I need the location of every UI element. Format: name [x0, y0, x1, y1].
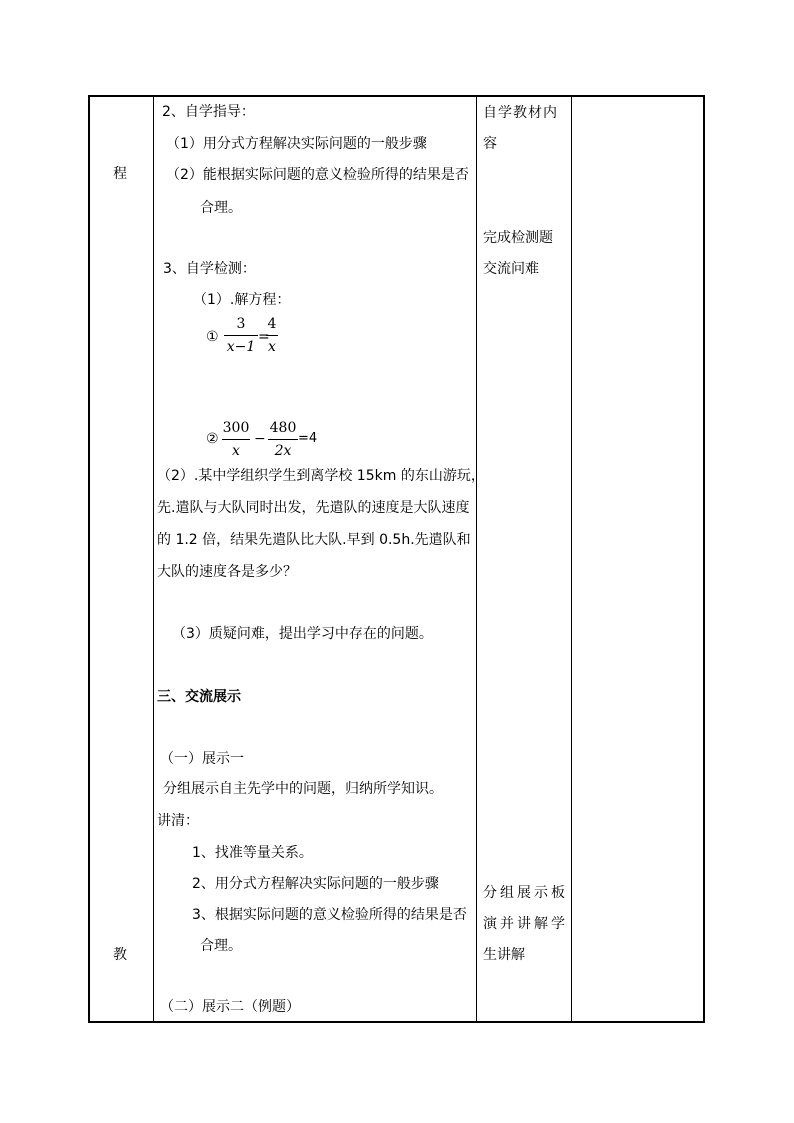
note-3-line-3: 生讲解 [483, 947, 525, 963]
equation-2-rhs: =4 [298, 431, 318, 446]
fraction-bar [222, 439, 250, 440]
note-2-line-2: 交流问难 [483, 261, 539, 277]
self-study-guide-heading: 2、自学指导： [162, 104, 255, 120]
column-divider-2 [476, 97, 477, 1021]
equation-2-denominator-right: 2x [274, 443, 292, 459]
guide-item-1: （1）用分式方程解决实际问题的一般步骤 [166, 136, 427, 152]
equation-1-fraction-right [266, 316, 278, 356]
equation-2-fraction-right [268, 420, 298, 460]
guide-item-2: （2）能根据实际问题的意义检验所得的结果是否 [166, 167, 469, 183]
note-1-line-1: 自学教材内 [483, 105, 558, 121]
word-problem-line-3: 的 1.2 倍，结果先遣队比大队.早到 0.5h.先遣队和 [157, 532, 471, 548]
word-problem-line-2: 先.遣队与大队同时出发，先遣队的速度是大队速度 [157, 500, 470, 516]
clarify-item-3-cont: 合理。 [200, 938, 242, 954]
showcase-two-heading: （二）展示二（例题） [160, 999, 300, 1015]
equation-1-numerator-left: 3 [236, 316, 246, 332]
minus-sign: − [254, 431, 266, 447]
word-problem-line-1: （2）.某中学组织学生到离学校 15km 的东山游玩， [157, 468, 485, 484]
showcase-one-heading: （一）展示一 [160, 751, 244, 767]
guide-item-2-cont: 合理。 [200, 200, 242, 216]
self-test-heading: 3、自学检测： [163, 261, 256, 277]
left-column-char-bottom: 教 [113, 947, 127, 963]
equation-2-numerator-right: 480 [269, 420, 297, 436]
clarify-item-3: 3、根据实际问题的意义检验所得的结果是否 [192, 907, 467, 923]
fraction-bar [266, 335, 278, 336]
equation-1-fraction-left [224, 316, 258, 356]
note-3-line-2: 演并讲解学 [483, 916, 568, 932]
equation-1-marker: ① [206, 329, 219, 345]
section-three-heading: 三、交流展示 [157, 689, 241, 705]
equation-2-denominator-left: x [232, 443, 240, 459]
fraction-bar [224, 335, 258, 336]
word-problem-line-4: 大队的速度各是多少？ [157, 564, 297, 580]
solve-equations-label: （1）.解方程： [193, 292, 291, 308]
clarify-label: 讲清： [157, 813, 199, 829]
column-divider-1 [153, 97, 154, 1021]
equals-sign: = [258, 329, 270, 345]
equation-2-fraction-left [222, 420, 250, 460]
column-divider-3 [571, 97, 572, 1021]
fraction-bar [268, 439, 298, 440]
left-column-char-top: 程 [113, 166, 127, 182]
note-2-line-1: 完成检测题 [483, 230, 553, 246]
equation-2-marker: ② [206, 431, 219, 447]
equation-2-numerator-left: 300 [222, 420, 250, 436]
questions-item: （3）质疑问难，提出学习中存在的问题。 [172, 626, 433, 642]
equation-1-numerator-right: 4 [267, 316, 277, 332]
showcase-one-text: 分组展示自主先学中的问题，归纳所学知识。 [163, 781, 443, 797]
clarify-item-1: 1、找准等量关系。 [192, 845, 313, 861]
equation-1-denominator-left: x−1 [226, 339, 256, 355]
equation-1-denominator-right: x [268, 339, 276, 355]
clarify-item-2: 2、用分式方程解决实际问题的一般步骤 [192, 876, 439, 892]
note-3-line-1: 分组展示板 [483, 885, 568, 901]
note-1-line-2: 容 [483, 136, 497, 152]
